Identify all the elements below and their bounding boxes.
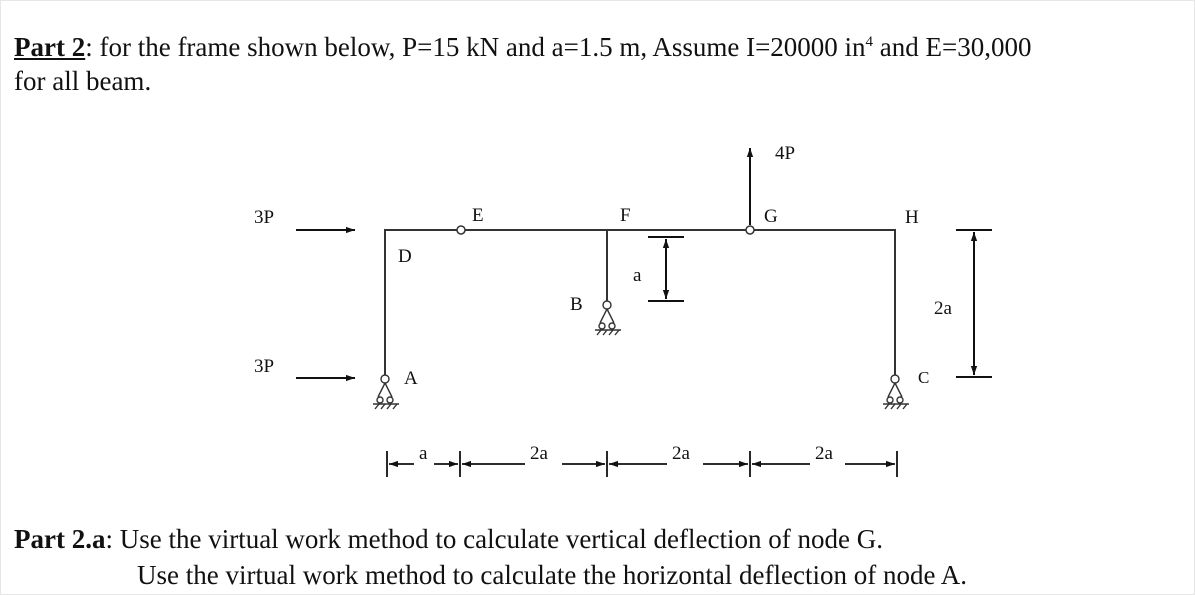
beam-g-h-right-column xyxy=(754,230,895,375)
node-label-e: E xyxy=(472,205,484,226)
node-label-d: D xyxy=(398,246,412,267)
node-label-f: F xyxy=(620,205,631,226)
dimension-label-side: 2a xyxy=(934,298,952,319)
hinge-e xyxy=(457,226,465,234)
exponent: 4 xyxy=(865,34,874,50)
left-column xyxy=(385,230,458,375)
load-label-up: 4P xyxy=(775,143,796,164)
load-label-top: 3P xyxy=(254,207,275,228)
dimension-label-d1: a xyxy=(419,443,428,464)
hinge-g xyxy=(746,226,754,234)
pin-support-b xyxy=(595,301,621,335)
question-label: Part 2.a xyxy=(14,524,106,554)
question-1: : Use the virtual work method to calculate vertical deflection of node G. xyxy=(105,524,883,554)
dimension-label-d2: 2a xyxy=(530,443,548,464)
pin-support-a xyxy=(373,375,399,409)
node-label-b: B xyxy=(570,294,583,315)
dimension-label-d3: 2a xyxy=(672,443,690,464)
problem-line2: for all beam. xyxy=(14,66,152,96)
pin-support-c xyxy=(883,375,909,409)
load-label-bottom: 3P xyxy=(254,356,275,377)
dimension-label-stub: a xyxy=(633,265,642,286)
node-label-g: G xyxy=(764,206,778,227)
questions xyxy=(14,521,1189,593)
dimension-stub-height xyxy=(648,237,684,301)
node-label-a: A xyxy=(404,368,418,389)
node-label-c: C xyxy=(918,368,930,387)
question-2: Use the virtual work method to calculate the horizontal deflection of node A. xyxy=(137,560,967,590)
problem-line1-a: : for the frame shown below, P=15 kN and a=1.5 m, Assume I=20000 in xyxy=(85,32,866,62)
problem-line1-b: and E=30,000 xyxy=(873,32,1032,62)
dimension-label-d4: 2a xyxy=(815,443,833,464)
dimension-side-height xyxy=(956,230,992,377)
node-label-h: H xyxy=(905,207,919,228)
part-label: Part 2 xyxy=(14,32,86,62)
frame-members xyxy=(385,230,895,375)
